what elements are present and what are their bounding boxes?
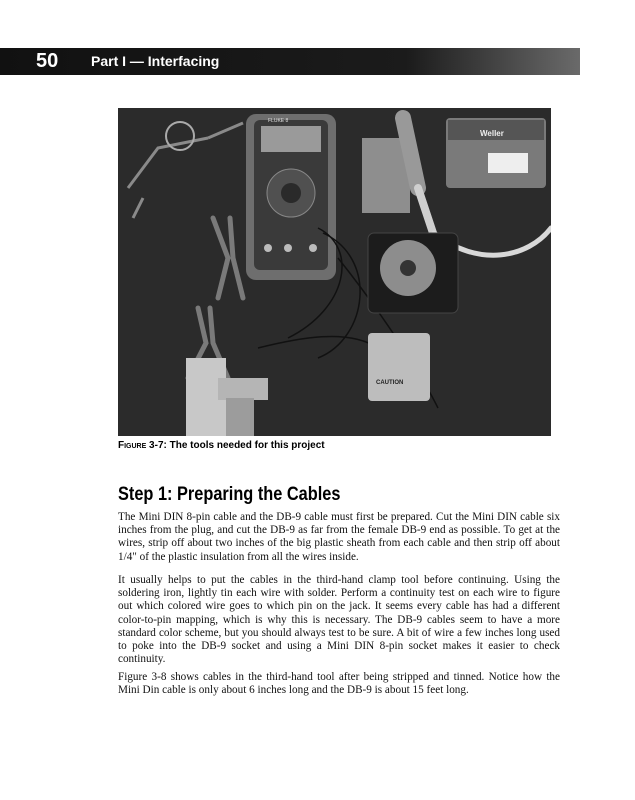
power-adapter: [368, 333, 430, 401]
multimeter: [246, 114, 336, 280]
svg-text:Weller: Weller: [480, 129, 504, 138]
running-header-bar: [0, 48, 580, 75]
solder-spool: [368, 233, 458, 313]
body-paragraph-2: It usually helps to put the cables in the third-hand clamp tool before continuing. Using the soldering iron, lightly tin each wire with solder. Perform a continuity test on each wire to figure out which colored wire goes to which pin on the jack. It seems every cable has had a different color-to-pin mapping, which is why this is necessary. The DB-9 cables seem to have a more standard color scheme, but you should always test to be sure. A bit of wire a few inches long used to poke into the DB-9 socket and using a Mini DIN 8-pin socket makes it easier to check continuity.: [118, 574, 560, 666]
figure-caption-text: The tools needed for this project: [169, 440, 325, 451]
figure-caption-label: Figure 3-7:: [118, 440, 167, 451]
svg-text:CAUTION: CAUTION: [376, 380, 404, 386]
tools-photo: [118, 108, 551, 436]
body-paragraph-1: The Mini DIN 8-pin cable and the DB-9 cable must first be prepared. Cut the Mini DIN cable six inches from the plug, and cut the DB-9 as far from the female DB-9 end as possible. To get at the wires, strip off about two inches of the big plastic sheath from each cable and then strip off about 1/4" of the plastic insulation from all the wires inside.: [118, 511, 560, 563]
figure-photo: [118, 108, 551, 436]
section-heading: Step 1: Preparing the Cables: [118, 484, 341, 505]
soldering-station: [446, 118, 546, 188]
running-head: Part I — Interfacing: [91, 53, 220, 69]
svg-text:FLUKE 8: FLUKE 8: [268, 118, 289, 124]
figure-caption: [118, 440, 558, 451]
body-paragraph-3: Figure 3-8 shows cables in the third-hand tool after being stripped and tinned. Notice how the Mini Din cable is only about 6 inches long and the DB-9 is about 15 feet long.: [118, 671, 560, 697]
page-number: 50: [36, 50, 59, 72]
